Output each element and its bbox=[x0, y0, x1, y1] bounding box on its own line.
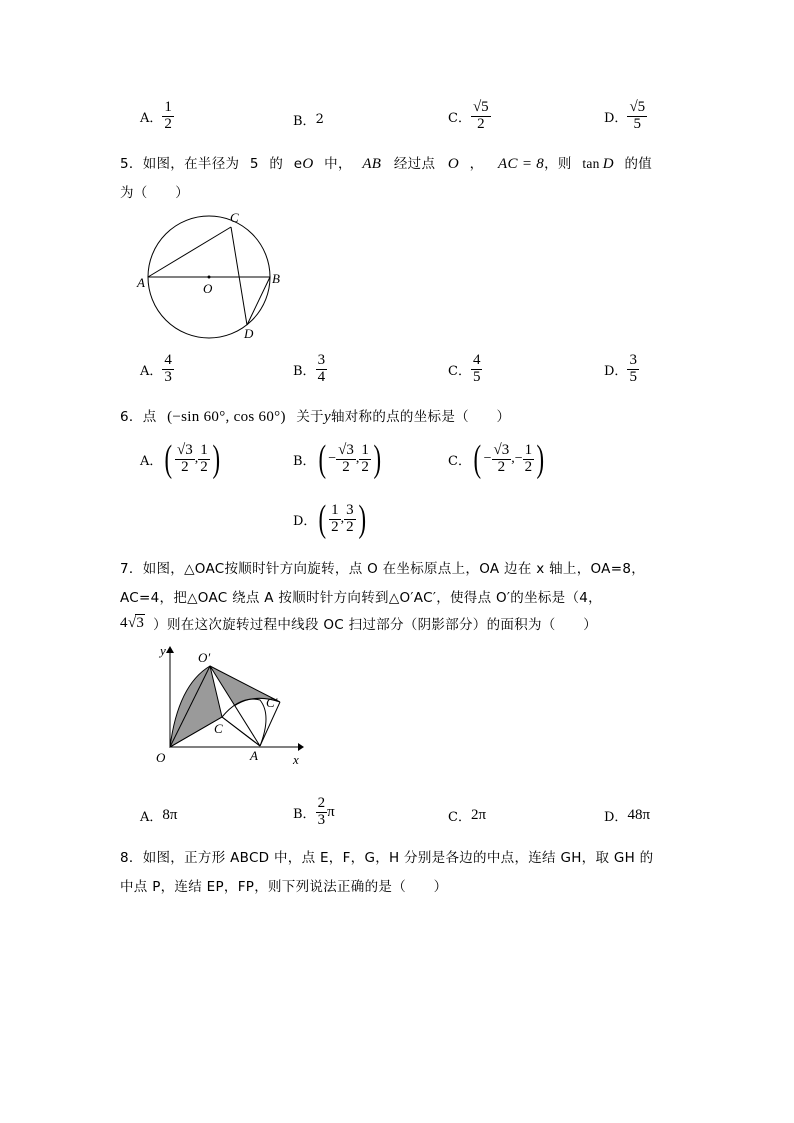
fraction: $\frac{3}{4}$ bbox=[317, 352, 326, 385]
q6-option-b[interactable]: B． ( − $\frac{√3}{2}$ , $\frac{1}{2}$ ) bbox=[293, 438, 381, 480]
q4-option-a[interactable] bbox=[140, 100, 174, 133]
q5-stem-line1: 5．如图，在半径为 5 的 eO 中， AB 经过点 O ， AC = 8，则 tan D 的值 bbox=[120, 156, 653, 172]
chord-bd bbox=[247, 277, 270, 325]
fraction: $\frac{1}{2}$ bbox=[361, 441, 369, 475]
q5-option-d[interactable]: D． $\frac{3}{5}$ bbox=[604, 352, 637, 385]
fraction: $\frac{√5}{5}$ bbox=[629, 99, 646, 132]
q5-option-a[interactable]: A． $\frac{4}{3}$ bbox=[140, 352, 172, 385]
fraction: $\frac{1}{2}$ bbox=[331, 501, 339, 535]
fraction: $\frac{1}{2}$ bbox=[200, 441, 208, 475]
q6-option-a[interactable]: A． ( $\frac{√3}{2}$ , $\frac{1}{2}$ ) bbox=[140, 438, 220, 480]
chord-ac bbox=[148, 227, 231, 277]
fraction: $\frac{√5}{2}$ bbox=[472, 99, 489, 132]
q7-option-d[interactable]: D． 48π bbox=[604, 807, 651, 825]
q7-stem-line3: 4 √3 ）则在这次旋转过程中线段 OC 扫过部分（阴影部分）的面积为（ ） bbox=[120, 614, 598, 633]
q4-option-b[interactable]: B． 2 bbox=[293, 112, 324, 129]
q4-option-d[interactable]: D． $\frac{√5}{5}$ bbox=[604, 99, 646, 132]
q5-option-b[interactable]: B． $\frac{3}{4}$ bbox=[293, 352, 326, 385]
label-c-prime: C′ bbox=[266, 695, 278, 710]
q6-stem: 6．点 (−sin 60°, cos 60°) 关于y轴对称的点的坐标是（ ） bbox=[120, 409, 511, 425]
q7-stem-line1: 7．如图，△OAC按顺时针方向旋转，点 O 在坐标原点上，OA 边在 x 轴上，OA=8， bbox=[120, 561, 646, 577]
fraction: $\frac{4}{5}$ bbox=[472, 352, 481, 385]
fraction: $\frac{2}{3}$ bbox=[317, 795, 326, 828]
center-dot bbox=[208, 276, 211, 279]
q8-stem-line1: 8．如图，正方形 ABCD 中，点 E，F，G，H 分别是各边的中点，连结 GH，取 GH 的 bbox=[120, 850, 654, 866]
label-x: x bbox=[293, 752, 299, 767]
y-axis-arrow bbox=[166, 646, 174, 653]
label-y: y bbox=[160, 643, 166, 658]
label-c: C bbox=[230, 210, 239, 225]
fraction: $\frac{3}{2}$ bbox=[346, 501, 354, 535]
label-o: O bbox=[156, 750, 166, 765]
question-number: 8． bbox=[120, 850, 143, 866]
label-d: D bbox=[244, 326, 254, 341]
fraction: $\frac{√3}{2}$ bbox=[177, 441, 193, 475]
question-number: 7． bbox=[120, 561, 143, 577]
point-expression: (−sin 60°, cos 60°) bbox=[167, 409, 286, 425]
q7-rotation-figure bbox=[130, 640, 310, 770]
q7-option-a[interactable]: A． 8π bbox=[140, 807, 178, 825]
label-b: B bbox=[272, 271, 280, 286]
chord-cd bbox=[231, 227, 247, 325]
label-a: A bbox=[250, 748, 258, 763]
q5-circle-figure bbox=[130, 205, 290, 345]
fraction: $\frac{1}{2}$ bbox=[164, 99, 172, 132]
q4-option-c[interactable]: C． $\frac{√5}{2}$ bbox=[448, 99, 489, 132]
label-o-prime: O′ bbox=[198, 650, 211, 665]
label-a: A bbox=[137, 275, 145, 290]
fraction: $\frac{√3}{2}$ bbox=[493, 441, 510, 475]
q5-option-c[interactable]: C． $\frac{4}{5}$ bbox=[448, 352, 481, 385]
label-o: O bbox=[203, 281, 213, 296]
label-c: C bbox=[214, 721, 223, 736]
question-number: 6． bbox=[120, 409, 143, 425]
q5-stem-line2: 为（ ） bbox=[120, 185, 189, 201]
q6-option-d[interactable]: D． ( $\frac{1}{2}$ , $\frac{3}{2}$ ) bbox=[293, 498, 366, 540]
fraction: $\frac{3}{5}$ bbox=[629, 352, 637, 385]
q7-option-b[interactable]: B． $\frac{2}{3}$ π bbox=[293, 795, 335, 828]
fraction: $\frac{1}{2}$ bbox=[524, 441, 533, 475]
fraction: $\frac{4}{3}$ bbox=[164, 352, 172, 385]
q8-stem-line2: 中点 P，连结 EP，FP，则下列说法正确的是（ ） bbox=[120, 879, 448, 895]
question-number: 5． bbox=[120, 156, 143, 172]
sqrt-expression: √3 bbox=[127, 614, 145, 631]
q7-stem-line2: AC=4，把△OAC 绕点 A 按顺时针方向转到△O′AC′，使得点 O′的坐标是（4， bbox=[120, 590, 602, 606]
fraction: $\frac{√3}{2}$ bbox=[338, 441, 354, 475]
q6-option-c[interactable]: C． ( − $\frac{√3}{2}$ , − $\frac{1}{2}$ ) bbox=[448, 438, 545, 480]
q7-option-c[interactable]: C． 2π bbox=[448, 807, 487, 825]
option-letter: A． bbox=[140, 110, 163, 126]
x-axis-arrow bbox=[298, 743, 304, 751]
